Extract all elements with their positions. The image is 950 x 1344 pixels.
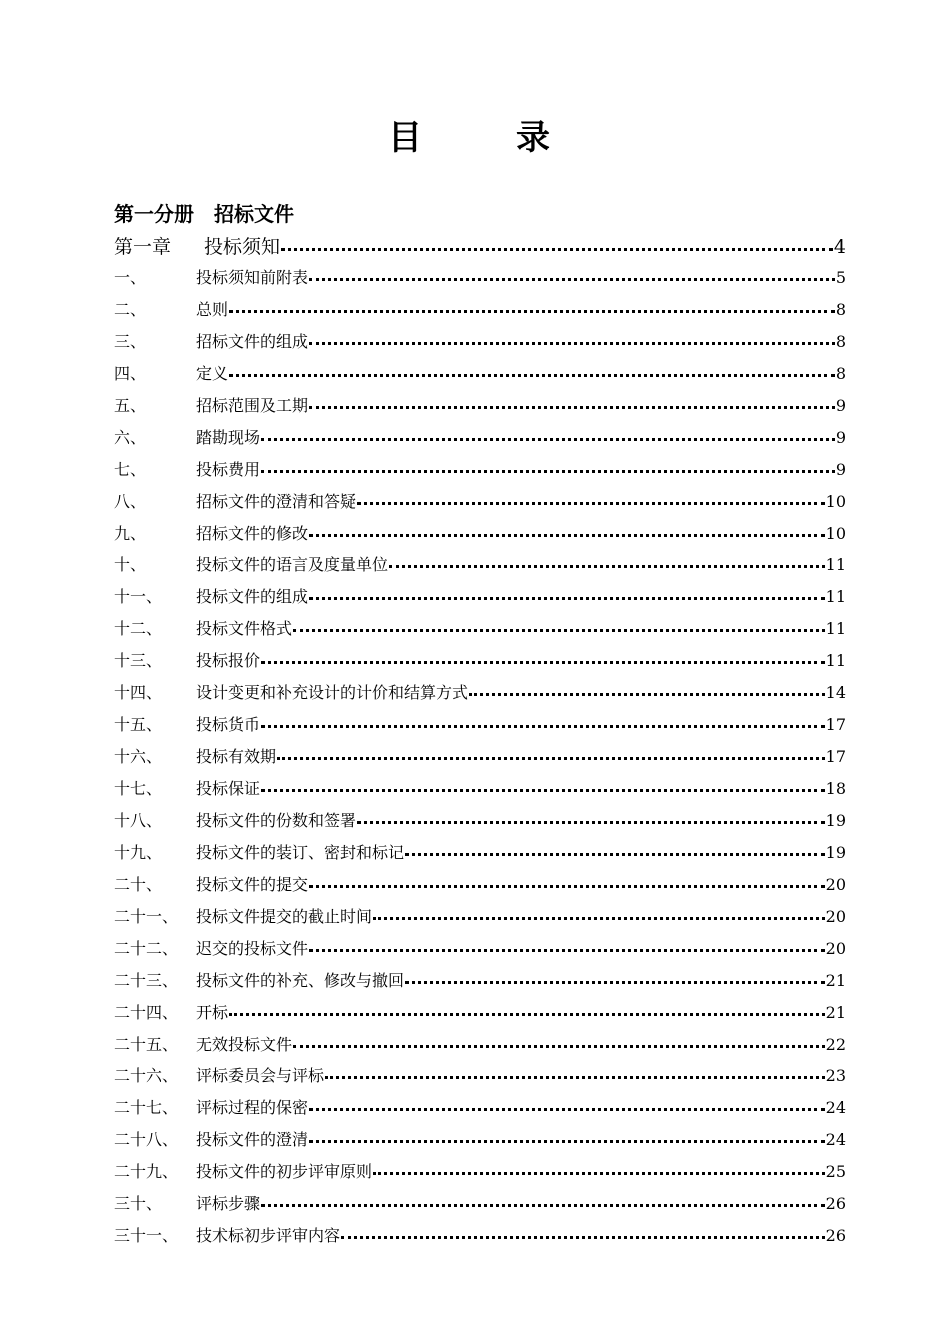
toc-entry-number: 二十九、 xyxy=(114,1162,179,1182)
toc-entry-title: 定义 xyxy=(196,363,229,383)
toc-dot-leader xyxy=(309,330,835,345)
toc-entry-page: 22 xyxy=(825,1034,846,1054)
toc-entry-number: 十九、 xyxy=(114,842,163,862)
toc-chapter-page: 4 xyxy=(833,236,846,258)
toc-entry[interactable] xyxy=(114,581,846,613)
toc-dot-leader xyxy=(309,585,825,600)
toc-dot-leader xyxy=(229,1001,825,1016)
toc-entry[interactable] xyxy=(114,613,846,645)
toc-dot-leader xyxy=(309,1096,825,1111)
toc-entry-title: 招标文件的组成 xyxy=(196,331,309,351)
toc-chapter-entry[interactable] xyxy=(114,232,846,262)
toc-entry-page: 11 xyxy=(825,619,846,639)
toc-entry-title: 总则 xyxy=(196,299,229,319)
toc-entry-title: 投标须知前附表 xyxy=(196,268,309,287)
toc-entry-number: 二十七、 xyxy=(114,1098,179,1118)
toc-dot-leader xyxy=(373,1160,825,1175)
toc-entry-page: 26 xyxy=(825,1194,846,1214)
toc-entry-page: 9 xyxy=(835,459,846,479)
toc-entry-number: 二十四、 xyxy=(114,1002,179,1022)
toc-entry-number: 二十、 xyxy=(114,874,163,894)
toc-entry-page: 18 xyxy=(825,779,846,798)
toc-entry-number: 十一、 xyxy=(114,587,163,607)
toc-entry-number: 十五、 xyxy=(114,715,163,735)
toc-dot-leader xyxy=(309,1128,825,1143)
toc-entry-number: 一、 xyxy=(114,268,147,287)
toc-entry[interactable] xyxy=(114,549,846,581)
toc-entry-page: 21 xyxy=(825,1002,846,1022)
toc-entry-title: 评标过程的保密 xyxy=(196,1098,309,1118)
toc-entry-title: 招标文件的澄清和答疑 xyxy=(196,491,357,511)
toc-entry-page: 21 xyxy=(825,970,846,990)
toc-dot-leader xyxy=(389,553,825,568)
toc-entry-number: 十六、 xyxy=(114,747,163,767)
toc-dot-leader xyxy=(405,841,825,856)
toc-entry-page: 14 xyxy=(825,683,846,703)
toc-entry-page: 8 xyxy=(835,299,846,319)
toc-entry-title: 投标文件提交的截止时间 xyxy=(196,906,373,926)
toc-entry-page: 20 xyxy=(825,874,846,894)
toc-chapter-number: 第一章 xyxy=(114,236,172,258)
toc-dot-leader xyxy=(261,1192,825,1207)
toc-entry[interactable] xyxy=(114,262,846,294)
toc-dot-leader xyxy=(357,490,825,505)
toc-entry-page: 10 xyxy=(825,523,846,543)
toc-entry-page: 24 xyxy=(825,1098,846,1118)
toc-entry-page: 9 xyxy=(835,427,846,447)
toc-dot-leader xyxy=(373,905,825,920)
toc-entry-title: 迟交的投标文件 xyxy=(196,938,309,958)
volume-heading: 第一分册 招标文件 xyxy=(114,202,294,226)
toc-entry-number: 十三、 xyxy=(114,651,163,671)
toc-entry[interactable] xyxy=(114,486,846,518)
toc-entry-page: 10 xyxy=(825,491,846,511)
toc-dot-leader xyxy=(293,1033,825,1048)
toc-entry[interactable] xyxy=(114,294,846,326)
toc-entry[interactable] xyxy=(114,773,846,805)
toc-entry-number: 三、 xyxy=(114,331,147,351)
toc-dot-leader xyxy=(277,745,825,760)
toc-entry-number: 十、 xyxy=(114,555,147,575)
toc-entry-page: 11 xyxy=(825,651,846,671)
toc-entry-number: 二十三、 xyxy=(114,970,179,990)
toc-entry-title: 投标文件格式 xyxy=(196,619,293,639)
toc-dot-leader xyxy=(229,298,835,313)
toc-entry-title: 投标文件的装订、密封和标记 xyxy=(196,842,405,862)
toc-entry-page: 5 xyxy=(835,268,846,287)
toc-entry-number: 二十二、 xyxy=(114,938,179,958)
toc-dot-leader xyxy=(309,266,835,281)
toc-entry[interactable] xyxy=(114,1092,846,1124)
toc-dot-leader xyxy=(229,362,835,377)
toc-entry[interactable] xyxy=(114,677,846,709)
toc-dot-leader xyxy=(325,1064,825,1079)
toc-entry-page: 17 xyxy=(825,715,846,735)
toc-entry-title: 招标文件的修改 xyxy=(196,523,309,543)
toc-entry[interactable] xyxy=(114,1029,846,1061)
toc-entry-number: 十二、 xyxy=(114,619,163,639)
toc-entry-number: 三十、 xyxy=(114,1194,163,1214)
toc-entry-number: 七、 xyxy=(114,459,147,479)
toc-entry[interactable] xyxy=(114,933,846,965)
toc-entry-page: 25 xyxy=(825,1162,846,1182)
table-of-contents xyxy=(114,232,846,1252)
toc-entry[interactable] xyxy=(114,518,846,550)
toc-entry-title: 投标文件的澄清 xyxy=(196,1130,309,1150)
page-title: 目 录 xyxy=(388,118,580,158)
toc-entry-title: 设计变更和补充设计的计价和结算方式 xyxy=(196,683,469,703)
toc-entry[interactable] xyxy=(114,997,846,1029)
toc-entry-number: 九、 xyxy=(114,523,147,543)
toc-entry-number: 八、 xyxy=(114,491,147,511)
toc-entry-title: 投标货币 xyxy=(196,715,261,735)
toc-entry-title: 投标文件的提交 xyxy=(196,874,309,894)
toc-dot-leader xyxy=(405,969,825,984)
toc-dot-leader xyxy=(309,937,825,952)
toc-entry-page: 19 xyxy=(825,810,846,830)
toc-dot-leader xyxy=(261,458,835,473)
toc-entry[interactable] xyxy=(114,709,846,741)
toc-entry-title: 踏勘现场 xyxy=(196,427,261,447)
toc-entry-title: 评标步骤 xyxy=(196,1194,261,1214)
toc-dot-leader xyxy=(261,426,835,441)
toc-entry-title: 评标委员会与评标 xyxy=(196,1066,325,1086)
toc-dot-leader xyxy=(309,522,825,537)
toc-entry[interactable] xyxy=(114,965,846,997)
toc-entry-number: 二十五、 xyxy=(114,1034,179,1054)
toc-entry[interactable] xyxy=(114,645,846,677)
toc-entry-number: 二十一、 xyxy=(114,906,179,926)
toc-entry-number: 二、 xyxy=(114,299,147,319)
toc-entry-page: 20 xyxy=(825,938,846,958)
toc-entry-title: 投标有效期 xyxy=(196,747,277,767)
toc-entry[interactable] xyxy=(114,741,846,773)
toc-entry[interactable] xyxy=(114,326,846,358)
toc-entry-title: 投标保证 xyxy=(196,779,261,798)
toc-entry-number: 二十六、 xyxy=(114,1066,179,1086)
toc-entry[interactable] xyxy=(114,1188,846,1220)
toc-dot-leader xyxy=(281,236,833,251)
toc-entry[interactable] xyxy=(114,869,846,901)
toc-entry-title: 开标 xyxy=(196,1002,229,1022)
toc-entry[interactable] xyxy=(114,837,846,869)
toc-entry-number: 十七、 xyxy=(114,779,163,798)
toc-entry-title: 投标文件的份数和签署 xyxy=(196,810,357,830)
toc-entry-page: 26 xyxy=(825,1226,846,1246)
toc-entry-number: 四、 xyxy=(114,363,147,383)
toc-entry-title: 投标文件的组成 xyxy=(196,587,309,607)
toc-entry-title: 投标文件的初步评审原则 xyxy=(196,1162,373,1182)
toc-entry[interactable] xyxy=(114,1060,846,1092)
toc-entry[interactable] xyxy=(114,1220,846,1252)
toc-entry-page: 11 xyxy=(825,555,846,575)
toc-entry-title: 投标文件的语言及度量单位 xyxy=(196,555,389,575)
toc-entry[interactable] xyxy=(114,901,846,933)
toc-entry-title: 投标文件的补充、修改与撤回 xyxy=(196,970,405,990)
toc-dot-leader xyxy=(261,777,825,792)
toc-entry-title: 无效投标文件 xyxy=(196,1034,293,1054)
toc-entry[interactable] xyxy=(114,1124,846,1156)
toc-entry-page: 8 xyxy=(835,363,846,383)
toc-entry-page: 19 xyxy=(825,842,846,862)
toc-dot-leader xyxy=(469,681,825,696)
toc-entry-page: 24 xyxy=(825,1130,846,1150)
toc-entry[interactable] xyxy=(114,422,846,454)
toc-entry-number: 六、 xyxy=(114,427,147,447)
toc-dot-leader xyxy=(309,394,835,409)
toc-entry[interactable] xyxy=(114,805,846,837)
toc-entry[interactable] xyxy=(114,454,846,486)
toc-dot-leader xyxy=(293,617,825,632)
toc-dot-leader xyxy=(261,713,825,728)
toc-dot-leader xyxy=(261,649,825,664)
toc-entry-number: 十四、 xyxy=(114,683,163,703)
toc-entry[interactable] xyxy=(114,390,846,422)
toc-entry-page: 17 xyxy=(825,747,846,767)
toc-entry-page: 20 xyxy=(825,906,846,926)
toc-entry-number: 十八、 xyxy=(114,810,163,830)
toc-entry-page: 11 xyxy=(825,587,846,607)
toc-entry-page: 9 xyxy=(835,395,846,415)
toc-dot-leader xyxy=(309,873,825,888)
toc-entry-page: 23 xyxy=(825,1066,846,1086)
toc-entry-title: 招标范围及工期 xyxy=(196,395,309,415)
toc-entry-list xyxy=(114,262,846,1252)
toc-entry-number: 五、 xyxy=(114,395,147,415)
toc-entry-page: 8 xyxy=(835,331,846,351)
toc-entry-title: 技术标初步评审内容 xyxy=(196,1226,341,1246)
toc-chapter-title: 投标须知 xyxy=(204,236,281,258)
toc-entry-number: 二十八、 xyxy=(114,1130,179,1150)
toc-entry-title: 投标费用 xyxy=(196,459,261,479)
toc-entry-title: 投标报价 xyxy=(196,651,261,671)
toc-entry[interactable] xyxy=(114,358,846,390)
toc-entry-number: 三十一、 xyxy=(114,1226,179,1246)
toc-dot-leader xyxy=(341,1224,825,1239)
toc-dot-leader xyxy=(357,809,825,824)
toc-entry[interactable] xyxy=(114,1156,846,1188)
